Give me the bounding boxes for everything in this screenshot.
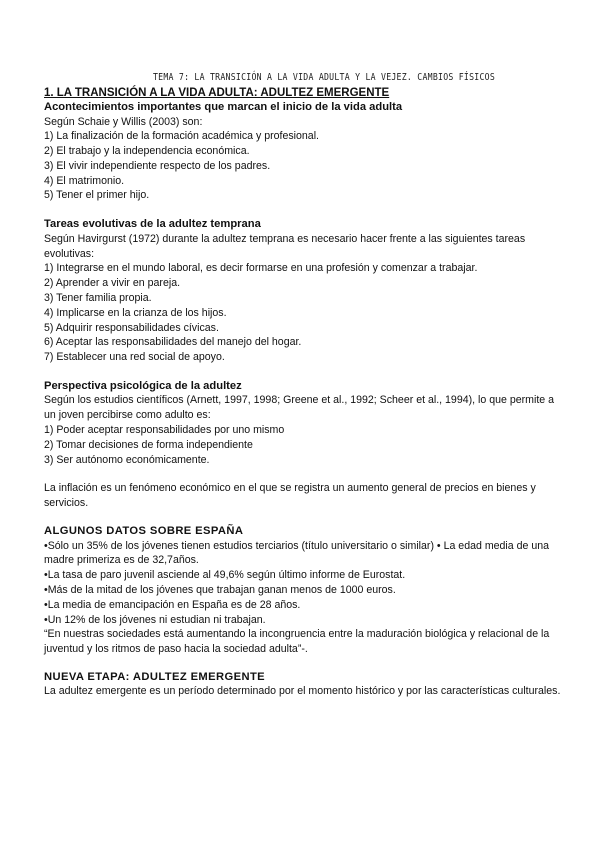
spain-heading: ALGUNOS DATOS SOBRE ESPAÑA (44, 525, 244, 538)
list-item: 7) Establecer una red social de apoyo. (44, 351, 225, 364)
perspective-intro: Según los estudios científicos (Arnett, 1997, 1998; Greene et al., 1992; Scheer et al., 1994), lo que permite a un joven percibirse como adulto es: (44, 394, 554, 422)
list-item: 2) El trabajo y la independencia económica. (44, 145, 250, 158)
list-item: 5) Adquirir responsabilidades cívicas. (44, 321, 219, 334)
tasks-intro: Según Havirgurst (1972) durante la adultez temprana es necesario hacer frente a las siguientes tareas evolutivas: (44, 232, 526, 260)
spain-list (44, 539, 564, 628)
perspective-heading: Perspectiva psicológica de la adultez (44, 379, 242, 392)
events-list (44, 129, 564, 203)
newstage-paragraph: La adultez emergente es un período determinado por el momento histórico y por las características culturales. (44, 685, 561, 698)
tasks-list (44, 261, 564, 365)
list-item: •Un 12% de los jóvenes ni estudian ni trabajan. (44, 613, 266, 626)
section-heading: 1. LA TRANSICIÓN A LA VIDA ADULTA: ADULTEZ EMERGENTE (44, 87, 390, 99)
spain-quote: “En nuestras sociedades está aumentando la incongruencia entre la maduración biológica y relacional de la juventud y los ritmos de paso hacia la sociedad adulta”-. (44, 628, 550, 656)
list-item: •Más de la mitad de los jóvenes que trabajan ganan menos de 1000 euros. (44, 583, 396, 596)
list-item: 3) Ser autónomo económicamente. (44, 453, 210, 466)
events-intro: Según Schaie y Willis (2003) son: (44, 115, 203, 128)
list-item: 4) Implicarse en la crianza de los hijos. (44, 306, 227, 319)
list-item: 1) Poder aceptar responsabilidades por uno mismo (44, 424, 285, 437)
list-item: 2) Aprender a vivir en pareja. (44, 277, 181, 290)
list-item: •La tasa de paro juvenil asciende al 49,6% según último informe de Eurostat. (44, 569, 406, 582)
newstage-heading: NUEVA ETAPA: ADULTEZ EMERGENTE (44, 670, 266, 683)
list-item: 3) El vivir independiente respecto de los padres. (44, 159, 271, 172)
list-item: 1) Integrarse en el mundo laboral, es decir formarse en una profesión y comenzar a trabajar. (44, 262, 478, 275)
list-item: 2) Tomar decisiones de forma independiente (44, 438, 253, 451)
document-page (44, 72, 564, 699)
events-heading: Acontecimientos importantes que marcan el inicio de la vida adulta (44, 101, 403, 113)
inflation-paragraph: La inflación es un fenómeno económico en el que se registra un aumento general de precios en bienes y servicios. (44, 482, 536, 510)
perspective-list (44, 423, 564, 467)
list-item: •La media de emancipación en España es de 28 años. (44, 598, 301, 611)
list-item: 4) El matrimonio. (44, 174, 125, 187)
list-item: 6) Aceptar las responsabilidades del manejo del hogar. (44, 336, 302, 349)
list-item: •Sólo un 35% de los jóvenes tienen estudios terciarios (título universitario o similar) • La edad media de una madre primeriza es de 32,7años. (44, 539, 550, 567)
list-item: 1) La finalización de la formación académica y profesional. (44, 130, 319, 143)
list-item: 5) Tener el primer hijo. (44, 189, 150, 202)
tasks-heading: Tareas evolutivas de la adultez temprana (44, 218, 261, 231)
list-item: 3) Tener familia propia. (44, 291, 152, 304)
handwritten-title: TEMA 7: LA TRANSICIÓN A LA VIDA ADULTA Y LA VEJEZ. CAMBIOS FÍSICOS (152, 72, 496, 83)
